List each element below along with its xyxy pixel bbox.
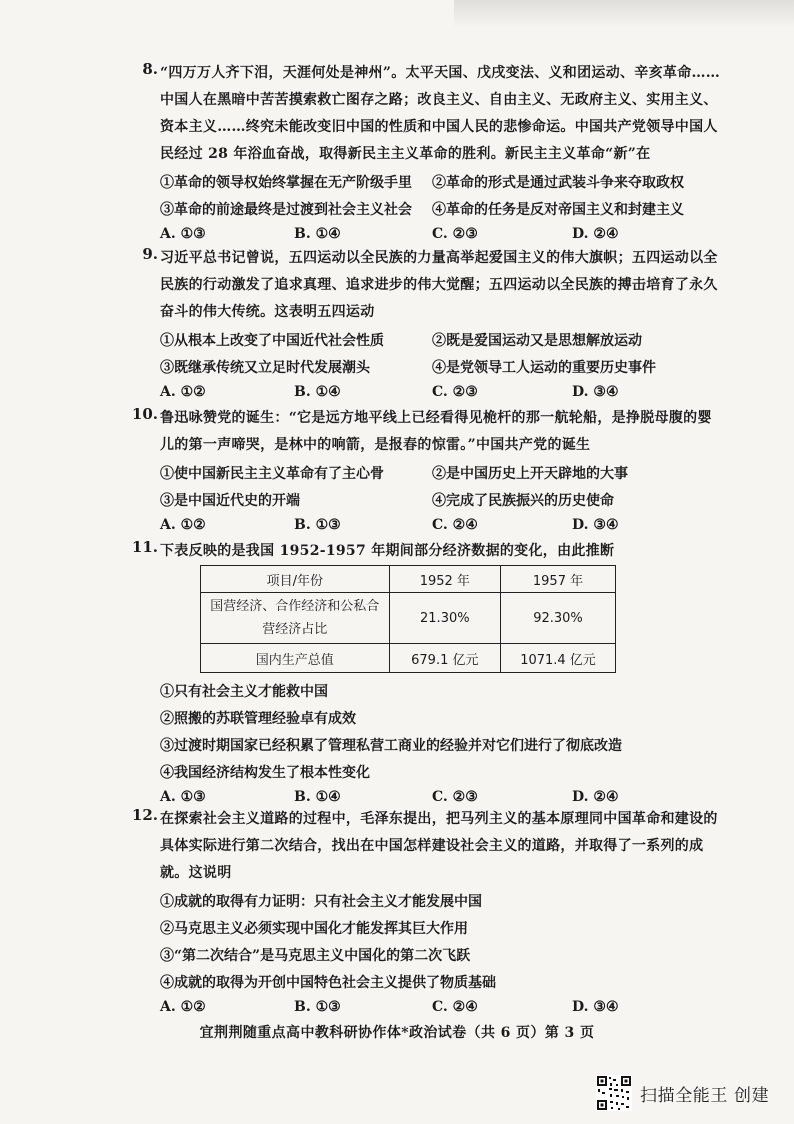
- question-8: [122, 60, 722, 249]
- question-stem: “四万万人齐下泪，天涯何处是神州”。太平天国、戊戌变法、义和团运动、辛亥革命……中国人在黑暗中苦苦摸索救亡图存之路；改良主义、自由主义、无政府主义、实用主义、资本主义……终究未能改变旧中国的性质和中国人民的悲惨命运。中国共产党领导中国人民经过 28 年浴血奋战，取得新民主主义革命的胜利。新民主主义革命“新”在: [160, 65, 721, 162]
- question-stem: 习近平总书记曾说，五四运动以全民族的力量高举起爱国主义的伟大旗帜；五四运动以全民族的行动激发了追求真理、追求进步的伟大觉醒；五四运动以全民族的搏击培育了永久奋斗的伟大传统。这表明五四运动: [160, 250, 718, 320]
- table-cell: 国营经济、合作经济和公私合营经济占比: [201, 593, 390, 644]
- table-cell: 21.30%: [389, 593, 500, 644]
- option-4: ④完成了民族振兴的历史使命: [432, 493, 614, 509]
- answer-a: A. ①③: [160, 789, 206, 805]
- question-stem: 在探索社会主义道路的过程中，毛泽东提出，把马列主义的基本原理同中国革命和建设的具体实际进行第二次结合，找出在中国怎样建设社会主义的道路，并取得了一系列的成就。这说明: [160, 811, 718, 881]
- table-header-cell: 项目/年份: [201, 566, 390, 593]
- options-grid: [160, 168, 722, 222]
- table-cell: 679.1 亿元: [389, 644, 500, 673]
- answer-c: C. ②③: [432, 384, 478, 400]
- table-cell: 92.30%: [501, 593, 616, 644]
- table-cell: 1071.4 亿元: [501, 644, 616, 673]
- table-cell: 国内生产总值: [201, 644, 390, 673]
- answer-a: A. ①②: [160, 999, 206, 1015]
- question-11: [122, 538, 722, 812]
- answer-c: C. ②③: [432, 226, 478, 242]
- table-row: [201, 593, 616, 644]
- answer-choices: [160, 380, 722, 407]
- answer-d: D. ②④: [572, 789, 619, 805]
- answer-b: B. ①④: [294, 789, 341, 805]
- answer-d: D. ③④: [572, 999, 619, 1015]
- options-grid: [160, 326, 722, 380]
- option-1: ①使中国新民主主义革命有了主心骨: [160, 466, 384, 482]
- answer-b: B. ①③: [294, 517, 341, 533]
- table-header-row: [201, 566, 616, 593]
- answer-choices: [160, 995, 722, 1022]
- economic-data-table: [200, 565, 616, 673]
- answer-d: D. ②④: [572, 226, 619, 242]
- option-3: ③既继承传统又立足时代发展潮头: [160, 360, 370, 376]
- option-2: ②革命的形式是通过武装斗争来夺取政权: [432, 175, 684, 191]
- option-2: ②照搬的苏联管理经验卓有成效: [160, 711, 356, 727]
- question-9: [122, 245, 722, 407]
- answer-d: D. ③④: [572, 517, 619, 533]
- option-1: ①从根本上改变了中国近代社会性质: [160, 333, 384, 349]
- answer-d: D. ③④: [572, 384, 619, 400]
- scan-shadow: [454, 0, 794, 28]
- option-4: ④是党领导工人运动的重要历史事件: [432, 360, 656, 376]
- table-header-cell: 1957 年: [501, 566, 616, 593]
- options-list: [160, 677, 722, 785]
- question-12: [122, 806, 722, 1022]
- option-2: ②是中国历史上开天辟地的大事: [432, 466, 628, 482]
- answer-a: A. ①②: [160, 384, 206, 400]
- table-header-cell: 1952 年: [389, 566, 500, 593]
- option-2: ②马克思主义必须实现中国化才能发挥其巨大作用: [160, 921, 468, 937]
- question-stem: 下表反映的是我国 1952-1957 年期间部分经济数据的变化，由此推断: [160, 543, 615, 559]
- answer-choices: [160, 513, 722, 540]
- answer-c: C. ②④: [432, 999, 478, 1015]
- question-number: 12.: [131, 806, 158, 824]
- question-number: 8.: [142, 60, 158, 78]
- answer-a: A. ①③: [160, 226, 206, 242]
- option-1: ①成就的取得有力证明：只有社会主义才能发展中国: [160, 894, 482, 910]
- question-number: 11.: [131, 538, 158, 556]
- option-3: ③过渡时期国家已经积累了管理私营工商业的经验并对它们进行了彻底改造: [160, 738, 622, 754]
- option-4: ④成就的取得为开创中国特色社会主义提供了物质基础: [160, 975, 496, 991]
- option-3: ③“第二次结合”是马克思主义中国化的第二次飞跃: [160, 948, 471, 964]
- scanner-watermark: [596, 1073, 769, 1113]
- question-stem: 鲁迅咏赞党的诞生：“它是远方地平线上已经看得见桅杆的那一航轮船，是挣脱母腹的婴儿的第一声啼哭，是林中的响箭，是报春的惊雷。”中国共产党的诞生: [160, 410, 712, 453]
- answer-a: A. ①②: [160, 517, 206, 533]
- question-10: [122, 405, 722, 540]
- page-footer: 宜荆荆随重点高中教科研协作体*政治试卷（共 6 页）第 3 页: [199, 1025, 595, 1041]
- option-1: ①革命的领导权始终掌握在无产阶级手里: [160, 175, 412, 191]
- option-4: ④我国经济结构发生了根本性变化: [160, 765, 370, 781]
- option-1: ①只有社会主义才能救中国: [160, 684, 328, 700]
- option-3: ③是中国近代史的开端: [160, 493, 300, 509]
- option-2: ②既是爱国运动又是思想解放运动: [432, 333, 642, 349]
- answer-b: B. ①④: [294, 226, 341, 242]
- options-grid: [160, 459, 722, 513]
- qr-code-icon: [596, 1075, 632, 1111]
- table-row: [201, 644, 616, 673]
- answer-c: C. ②④: [432, 517, 478, 533]
- question-number: 10.: [131, 405, 158, 423]
- question-number: 9.: [142, 245, 158, 263]
- answer-b: B. ①④: [294, 384, 341, 400]
- option-4: ④革命的任务是反对帝国主义和封建主义: [432, 202, 684, 218]
- answer-b: B. ①③: [294, 999, 341, 1015]
- watermark-text: 扫描全能王 创建: [640, 1085, 770, 1106]
- options-list: [160, 887, 722, 995]
- option-3: ③革命的前途最终是过渡到社会主义社会: [160, 202, 412, 218]
- answer-c: C. ②③: [432, 789, 478, 805]
